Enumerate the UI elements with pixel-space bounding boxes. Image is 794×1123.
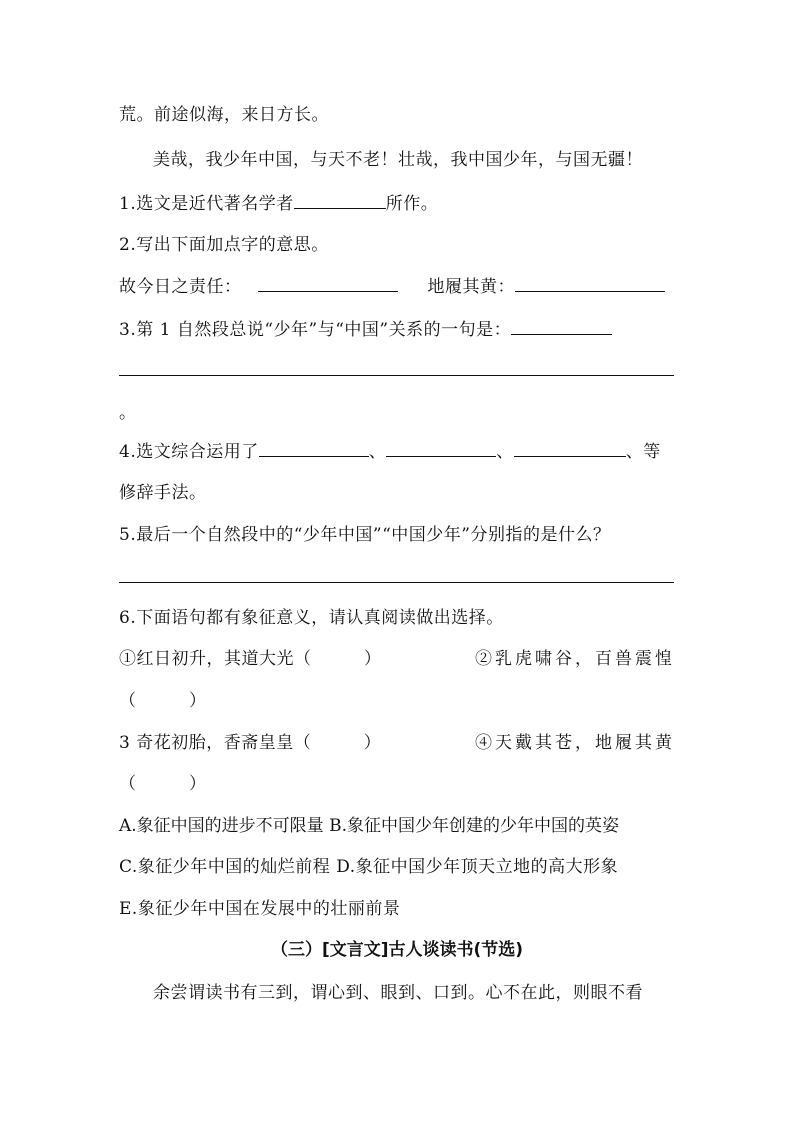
classical-passage-line: 余尝谓读书有三到，谓心到、眼到、口到。心不在此，则眼不看: [153, 983, 643, 1003]
question-4-suffix: 、等: [625, 442, 661, 462]
question-6-item-3: 3 奇花初胎，香斋皇皇（ ）: [119, 733, 382, 753]
question-2-item-a: 故今日之责任：: [119, 277, 242, 297]
passage-line-2: 美哉，我少年中国，与天不老！壮哉，我中国少年，与国无疆！: [153, 150, 643, 170]
option-c-d: C.象征少年中国的灿烂前程 D.象征中国少年顶天立地的高大形象: [119, 857, 619, 877]
answer-blank[interactable]: [511, 316, 612, 335]
question-6-row-2: [119, 730, 675, 756]
question-5: 5.最后一个自然段中的“少年中国”“中国少年”分别指的是什么？: [119, 525, 611, 545]
option-e: E.象征少年中国在发展中的壮丽前景: [119, 899, 401, 919]
question-4-continued: 修辞手法。: [119, 483, 207, 503]
question-2-item-b: 地履其黄：: [427, 277, 515, 297]
question-4: [119, 438, 675, 465]
question-6-row-1: [119, 646, 675, 672]
question-1: [119, 190, 675, 217]
answer-blank[interactable]: [294, 190, 386, 209]
question-6-item-2: ②乳虎啸谷，百兽震惶: [475, 649, 675, 669]
answer-blank[interactable]: [515, 273, 665, 292]
passage-line-1: 荒。前途似海，来日方长。: [119, 105, 329, 125]
answer-blank[interactable]: [259, 438, 369, 457]
option-a-b: A.象征中国的进步不可限量 B.象征中国少年创建的少年中国的英姿: [119, 816, 619, 836]
answer-blank[interactable]: [514, 438, 626, 457]
question-6-item-1: ①红日初升，其道大光（ ）: [119, 649, 382, 669]
question-3: [119, 316, 675, 343]
separator: 、: [368, 442, 387, 462]
question-6-item-2-paren: （ ）: [119, 691, 207, 711]
question-1-prefix: 1.选文是近代著名学者: [119, 194, 294, 214]
answer-line[interactable]: [119, 582, 674, 583]
question-2-items: [119, 273, 675, 300]
separator: 、: [496, 442, 514, 462]
answer-line[interactable]: [119, 375, 674, 376]
question-6: 6.下面语句都有象征意义，请认真阅读做出选择。: [119, 608, 504, 628]
question-6-item-4: ④天戴其苍，地履其黄: [475, 733, 675, 753]
question-2: 2.写出下面加点字的意思。: [119, 235, 329, 255]
question-4-prefix: 4.选文综合运用了: [119, 442, 259, 462]
question-1-suffix: 所作。: [385, 194, 439, 214]
answer-blank[interactable]: [258, 273, 398, 292]
question-3-end: 。: [119, 403, 137, 423]
question-6-item-4-paren: （ ）: [119, 774, 207, 794]
question-3-text: 3.第 1 自然段总说“少年”与“中国”关系的一句是：: [119, 320, 512, 340]
section-title: （三）[文言文]古人谈读书(节选): [270, 940, 524, 960]
answer-blank[interactable]: [386, 438, 496, 457]
